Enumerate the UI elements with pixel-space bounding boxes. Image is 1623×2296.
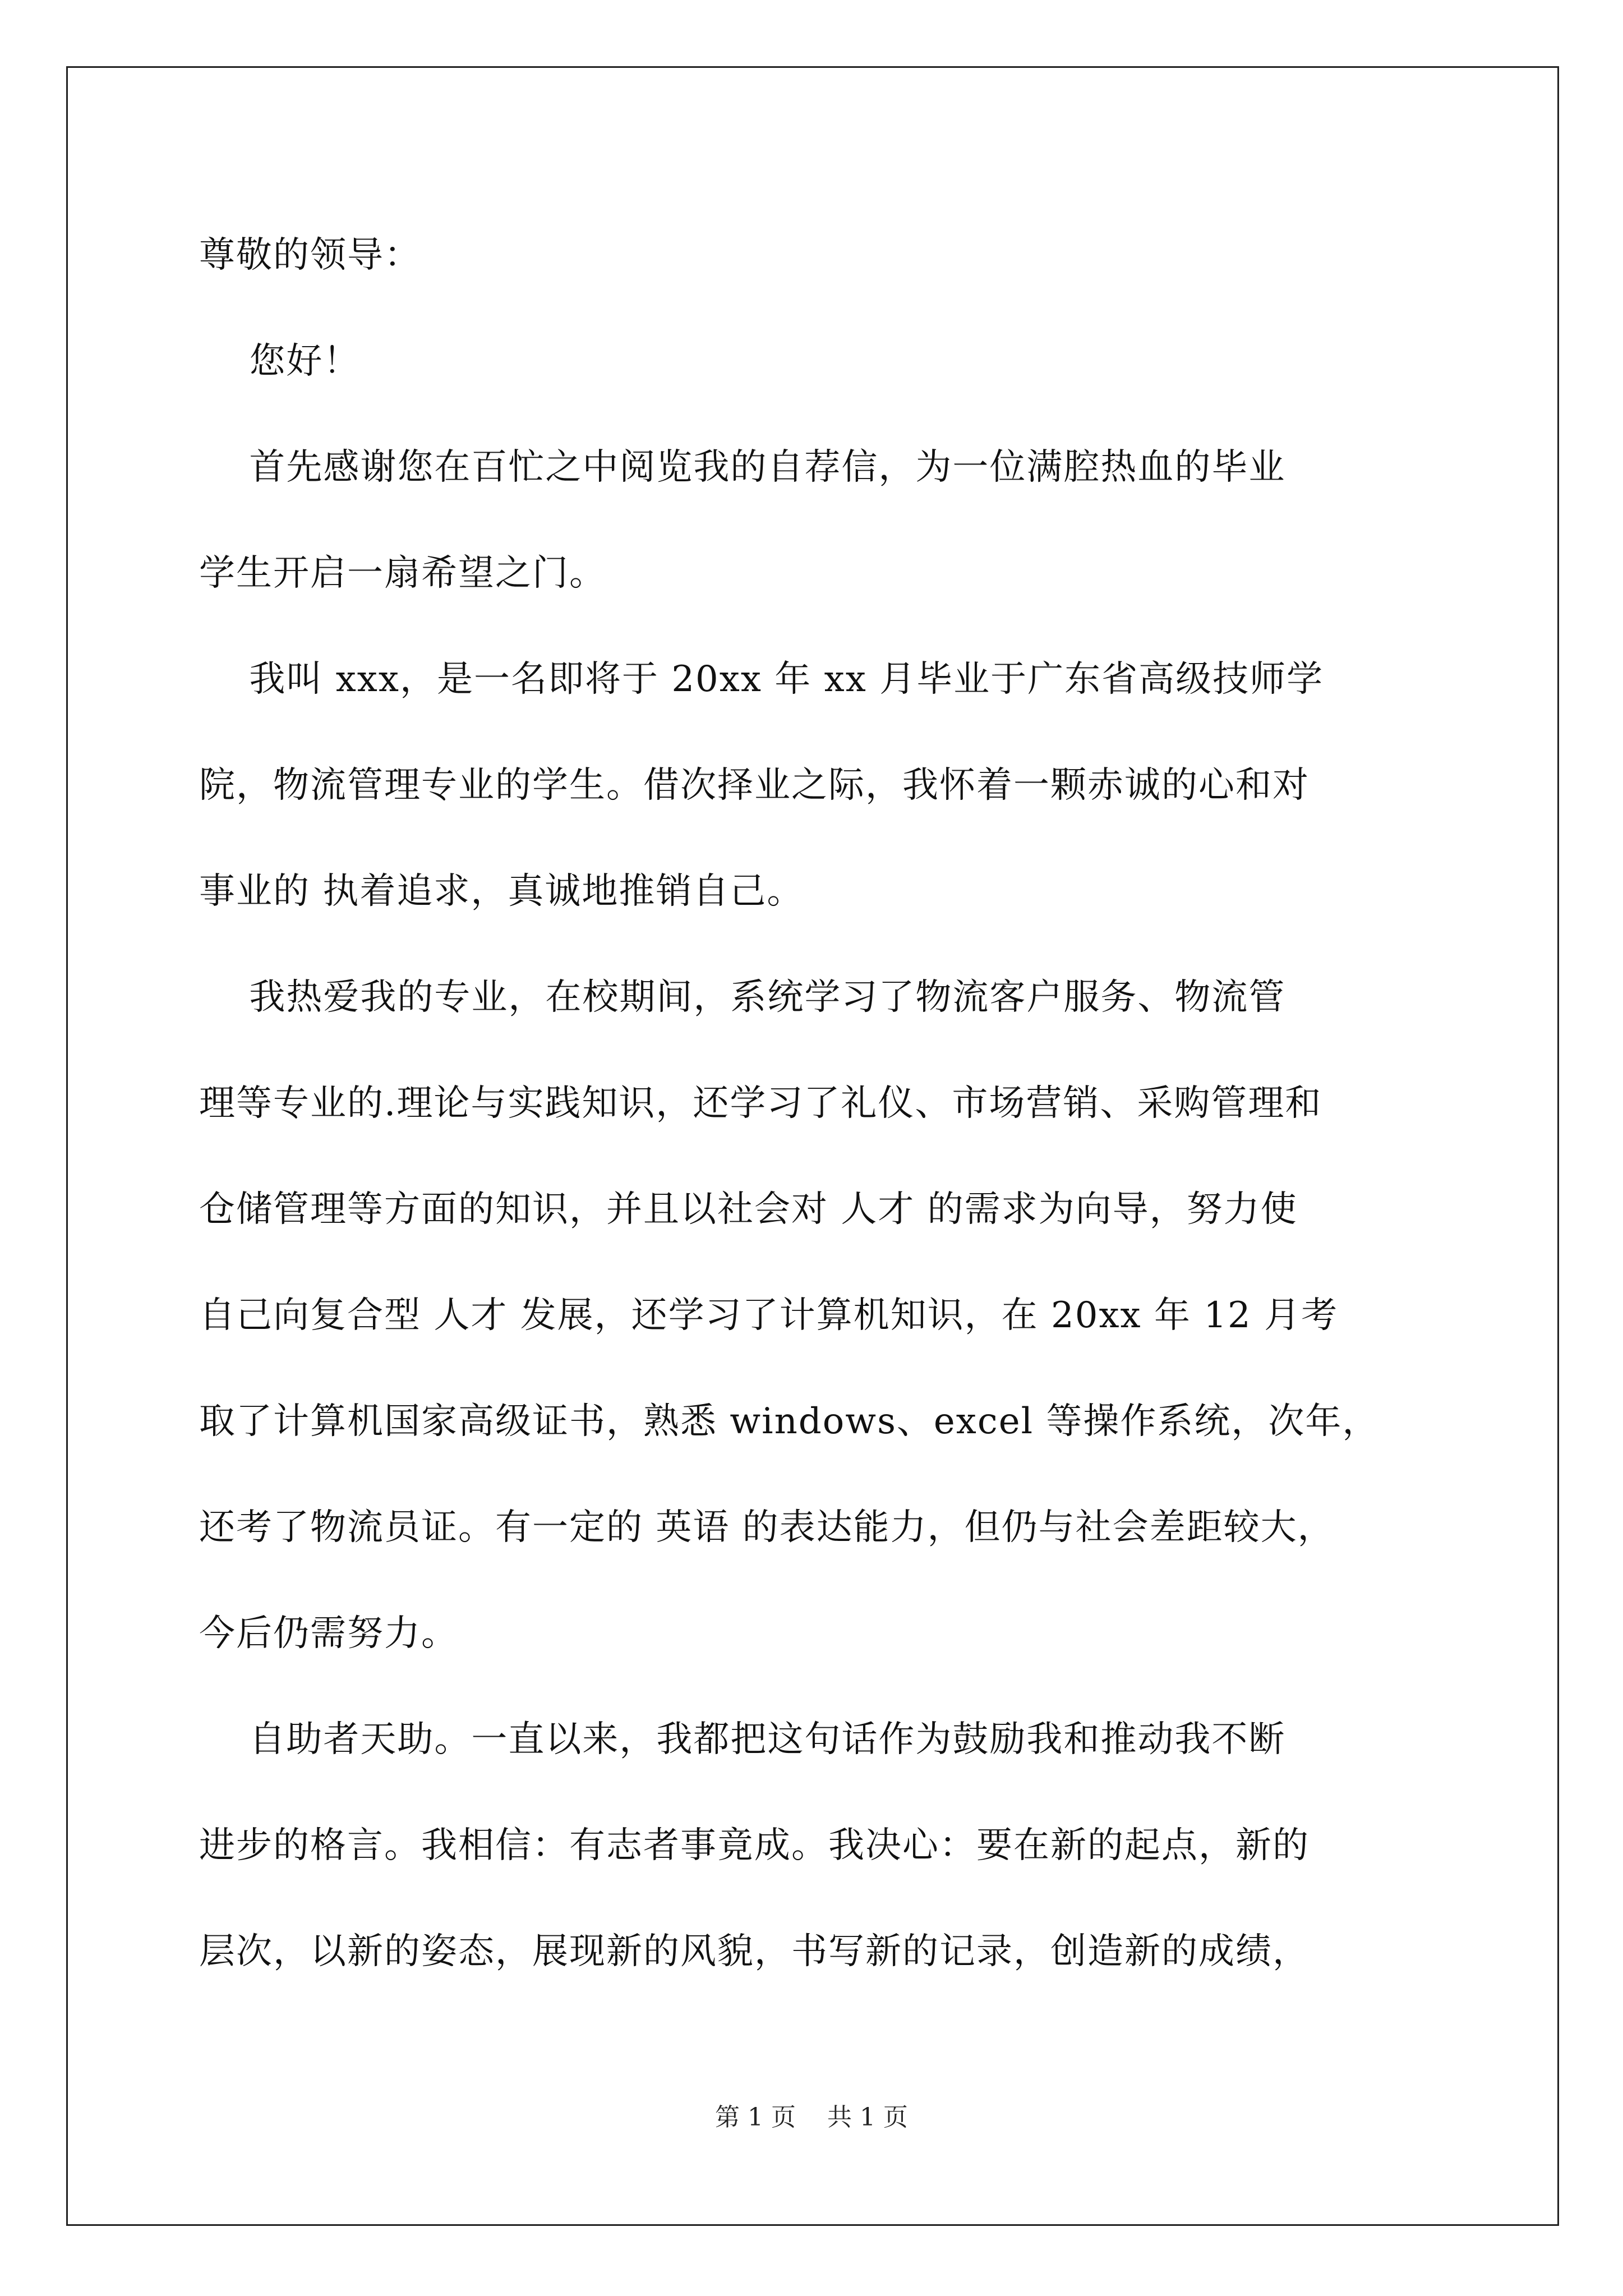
text-line: 取了计算机国家高级证书，熟悉 windows、excel 等操作系统，次年，	[199, 1401, 1380, 1442]
text-line: 尊敬的领导：	[199, 234, 421, 276]
text-line: 我叫 xxx，是一名即将于 20xx 年 xx 月毕业于广东省高级技师学	[199, 659, 1324, 700]
text-line: 院，物流管理专业的学生。借次择业之际，我怀着一颗赤诚的心和对	[199, 765, 1310, 806]
text-line: 还考了物流员证。有一定的 英语 的表达能力，但仍与社会差距较大，	[199, 1507, 1335, 1548]
text-line: 理等专业的.理论与实践知识，还学习了礼仪、市场营销、采购管理和	[199, 1083, 1322, 1124]
text-line: 进步的格言。我相信：有志者事竟成。我决心：要在新的起点，新的	[199, 1825, 1310, 1866]
text-line: 事业的 执着追求，真诚地推销自己。	[199, 871, 804, 912]
text-line: 自助者天助。一直以来，我都把这句话作为鼓励我和推动我不断	[199, 1719, 1286, 1760]
text-line: 自己向复合型 人才 发展，还学习了计算机知识，在 20xx 年 12 月考	[199, 1295, 1339, 1336]
page-footer: 第 1 页 共 1 页	[715, 2103, 908, 2132]
text-line: 层次，以新的姿态，展现新的风貌，书写新的记录，创造新的成绩，	[199, 1931, 1310, 1972]
document-body	[199, 219, 1455, 2021]
text-line: 今后仍需努力。	[199, 1613, 458, 1654]
text-line: 学生开启一扇希望之门。	[199, 553, 606, 594]
text-line: 仓储管理等方面的知识，并且以社会对 人才 的需求为向导，努力使	[199, 1189, 1298, 1230]
text-line: 我热爱我的专业，在校期间，系统学习了物流客户服务、物流管	[199, 977, 1286, 1018]
text-line: 首先感谢您在百忙之中阅览我的自荐信，为一位满腔热血的毕业	[199, 447, 1286, 488]
text-line: 您好！	[199, 341, 361, 382]
